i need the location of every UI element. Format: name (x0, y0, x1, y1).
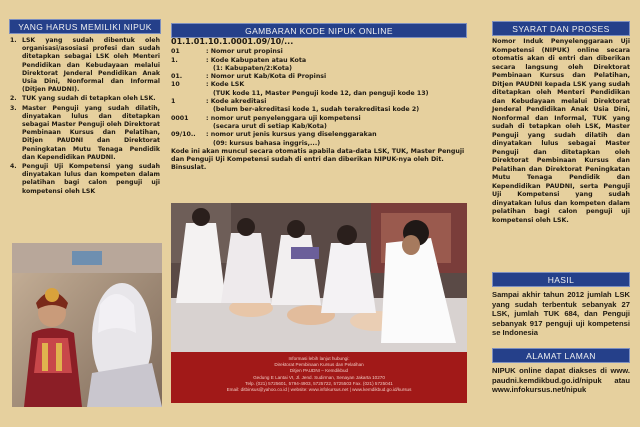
code-rows (171, 48, 467, 148)
code-key: 1 (171, 98, 176, 106)
code-row (171, 106, 467, 114)
code-key (171, 90, 206, 98)
code-value: (secara urut di setiap Kab/Kota) (213, 122, 327, 130)
code-row (171, 73, 467, 81)
contact-info-line: Ditjen PAUDNI – Kemdikbud (289, 368, 349, 374)
requirement-number: 2. (10, 95, 17, 103)
syarat-text: Nomor Induk Penyelenggaraan Uji Kompetensi (NIPUK) online secara otomatis akan di entri dan diberikan secara langsung oleh Direktorat Pembinaan Kursus dan Pelatihan, Ditjen PAUDNI kepada LSK yang sudah ditetapkan oleh Menteri Pendidikan dan Kebudayaan melalui Direktorat Jenderal Pendidikan Anak Usia Dini, Nonformal dan Informal, TUK yang sudah di tetapkan oleh LSK, Master Penguji yang sudah dilatih dan dinyatakan lulus sebagai Master Penguji dan ditetapkan oleh Direktorat Pembinaan Kursus dan Pelatihan dan Direktorat Peningkatan Mutu Tenaga Pendidik dan Kependidikan PAUDNI, serta Penguji Uji Kompetensi yang sudah dinyatakan lulus dan kompeten dalam pelatihan bagi calon penguji uji kompetensi oleh LSK. (492, 38, 630, 224)
code-paragraph: Kode ini akan muncul secara otomatis apabila data-data LSK, TUK, Master Penguji dan Penguji Uji Kompetensi sudah di entri dan diberikan NIPUK-nya oleh Dit. Binsuslat. (171, 147, 465, 172)
contact-info-line: Telp. (021) 5725601, 5794-4903, 5725722, 5725503 Fax. (021) 5725041 (245, 380, 393, 386)
code-value: (1: Kabupaten/2:Kota) (213, 64, 293, 72)
left-header-label: YANG HARUS MEMILIKI NIPUK (18, 21, 152, 32)
code-key (171, 106, 206, 114)
code-key (171, 65, 206, 73)
contact-info-line: Gedung E Lantai VI, Jl. Jend. Sudirman, Senayan Jakarta 10270 (253, 374, 385, 380)
code-key (171, 140, 206, 148)
code-key: 01. (171, 73, 183, 81)
code-value: : Kode akreditasi (206, 98, 267, 106)
code-key: 10 (171, 81, 180, 89)
code-row (171, 115, 467, 123)
alamat-header-label: ALAMAT LAMAN (526, 350, 596, 361)
center-section-header (171, 23, 467, 38)
code-value: : Nomor urut propinsi (206, 48, 283, 56)
contact-info-box (171, 352, 467, 403)
code-row (171, 65, 467, 73)
code-key (171, 123, 206, 131)
requirements-list (10, 37, 160, 197)
baby-massage-training-photo (171, 203, 467, 352)
code-value: (09: kursus bahasa inggris,...) (213, 139, 321, 147)
code-key: 09/10.. (171, 131, 196, 139)
right-section-header-alamat (492, 348, 630, 363)
code-value: : Kode Kabupaten atau Kota (206, 56, 307, 64)
code-row (171, 48, 467, 56)
code-key: 1. (171, 56, 178, 64)
kid-traditional-costume-photo (12, 243, 162, 407)
code-value: : nomor urut penyelenggara uji kompetensi (206, 114, 361, 122)
requirement-item (10, 37, 160, 94)
code-row (171, 123, 467, 131)
nipuk-code-description (171, 38, 467, 173)
center-header-label: GAMBARAN KODE NIPUK ONLINE (245, 25, 393, 36)
right-section-header-hasil (492, 272, 630, 287)
code-key: 0001 (171, 114, 189, 122)
requirement-text: Master Penguji yang sudah dilatih, dinyatakan lulus dan ditetapkan sebagai Master Penguji oleh Direktorat Pembinaan Kursus dan Pelatihan, Ditjen PAUDNI dan Direktorat Peningkatan Mutu Tenaga Pendidik dan Kependidikan PAUDNI. (22, 104, 160, 161)
code-key: 01 (171, 48, 180, 56)
code-value: : Kode LSK (206, 81, 245, 89)
code-row (171, 131, 467, 139)
code-row (171, 98, 467, 106)
code-row (171, 140, 467, 148)
requirement-text: Penguji Uji Kompetensi yang sudah dinyatakan lulus dan kompeten dalam pelatihan bagi calon penguji uji kompetensi oleh LSK (22, 163, 160, 195)
code-row (171, 90, 467, 98)
contact-info-line: Email: ditbinsus@yahoo.co.id | website: www.infokursus.net | www.kemdikbud.go.id/kursus (226, 387, 412, 393)
requirement-text: TUK yang sudah di tetapkan oleh LSK. (22, 95, 156, 103)
hasil-header-label: HASIL (547, 274, 575, 285)
requirement-item (10, 95, 160, 103)
contact-info-line: Informasi lebih lanjut hubungi: (288, 356, 350, 361)
requirement-text: LSK yang sudah dibentuk oleh organisasi/asosiasi profesi dan sudah ditetapkan sebagai LSK oleh Menteri Pendidikan dan Kebudayaan melalui Direktorat Jenderal Pendidikan Anak Usia Dini, Nonformal dan Informal (Ditjen PAUDNI). (22, 37, 160, 94)
requirement-number: 4. (10, 163, 17, 171)
code-value: (TUK kode 11, Master Penguji kode 12, dan penguji kode 13) (213, 89, 429, 97)
code-value: : Nomor urut Kab/Kota di Propinsi (206, 73, 327, 81)
alamat-text: NIPUK online dapat diakses di www. paudni.kemdikbud.go.id/nipuk atau www.infokursus.net/nipuk (492, 366, 630, 395)
code-value: (belum ber-akreditasi kode 1, sudah terakreditasi kode 2) (213, 106, 420, 114)
requirement-number: 3. (10, 104, 17, 112)
syarat-header-label: SYARAT DAN PROSES (512, 23, 610, 34)
right-section-header-syarat (492, 21, 630, 36)
code-row (171, 57, 467, 65)
left-section-header (9, 19, 161, 34)
requirement-number: 1. (10, 37, 17, 44)
code-value: : nomor urut jenis kursus yang diselenggarakan (206, 131, 377, 139)
code-example: 01.1.01.10.1.0001.09/10/... (171, 37, 294, 46)
requirement-item (10, 163, 160, 196)
hasil-text: Sampai akhir tahun 2012 jumlah LSK yang sudah terbentuk sebanyak 27 LSK, jumlah TUK 684, dan Penguji sebanyak 917 penguji uji kompetensi se Indonesia (492, 290, 630, 338)
contact-info-line: Direktorat Pembinaan Kursus dan Pelatihan (274, 362, 364, 368)
requirement-item (10, 105, 160, 162)
code-row (171, 81, 467, 89)
